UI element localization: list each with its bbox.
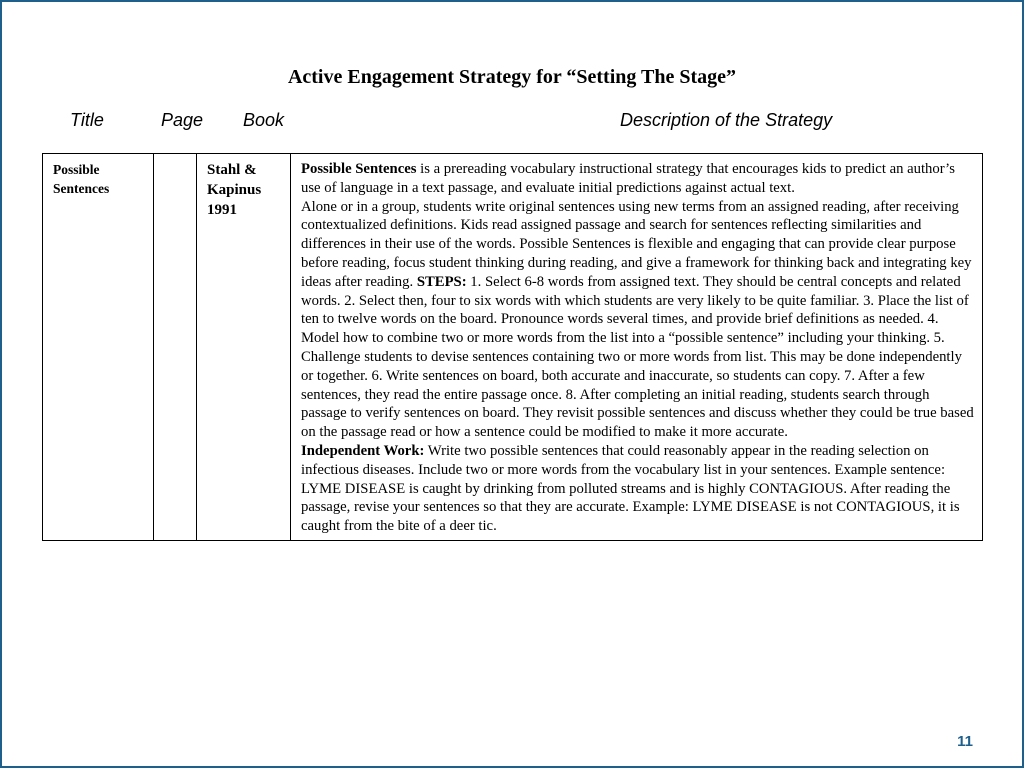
description-intro-text: is a prereading vocabulary instructional strategy that encourages kids to predict an author’s use of language in a text passage, and evaluate initial predictions against actual text. — [301, 161, 955, 196]
description-term: Possible Sentences — [301, 161, 417, 177]
column-header-book: Book — [243, 110, 285, 130]
column-header-description: Description of the Strategy — [620, 110, 833, 130]
steps-label: STEPS: — [416, 273, 467, 290]
strategy-description-cell — [291, 154, 983, 541]
slide-title: Active Engagement Strategy for “Setting The Stage” — [287, 66, 737, 88]
strategy-book-cell: Stahl & Kapinus 1991 — [197, 154, 291, 541]
description-body — [301, 198, 974, 442]
column-header-title: Title — [70, 110, 104, 130]
column-header-page: Page — [161, 110, 204, 130]
table-row — [43, 154, 983, 541]
page-number: 11 — [957, 733, 973, 750]
strategy-title-cell: Possible Sentences — [43, 154, 154, 541]
description-intro — [301, 160, 974, 198]
independent-work — [301, 442, 974, 536]
description-body-text: Alone or in a group, students write original sentences using new terms from an assigned reading, after receiving contextualized definitions. Kids read assigned passage and search for sentences reflecting similarities and differences in their use of the words. Possible Sentences is flexible and engaging that can provide clear purpose before reading, focus student thinking during reading, and give a framework for thinking back and integrating key ideas after reading. — [301, 198, 972, 290]
independent-work-label: Independent Work: — [301, 442, 425, 459]
independent-work-text: Write two possible sentences that could reasonably appear in the reading selection on infectious diseases. Include two or more words from the vocabulary list in your sentences. Example sentence: LYME DISEASE is caught by drinking from polluted streams and is highly CONTAGIOUS. After reading the passage, revise your sentences so that they are accurate. Example: LYME DISEASE is not CONTAGIOUS, it is caught from the bite of a deer tic. — [301, 442, 960, 535]
strategy-page-cell — [154, 154, 197, 541]
steps-text: 1. Select 6-8 words from assigned text. They should be central concepts and related words. 2. Select then, four to six words with which students are very likely to be quite familiar. 3. Place the list of ten to twelve words on the board. Pronounce words several times, and provide brief definitions as needed. 4. Model how to combine two or more words from the list into a “possible sentence” including your thinking. 5. Challenge students to devise sentences containing two or more words from list. This may be done independently or together. 6. Write sentences on board, both accurate and inaccurate, so students can copy. 7. After a few sentences, they read the entire passage once. 8. After completing an initial reading, students search through passage to verify sentences on board. They revisit possible sentences and discuss whether they could be true based on the passage read or how a sentence could be modified to make it more accurate. — [301, 273, 974, 441]
strategy-table — [42, 153, 983, 541]
